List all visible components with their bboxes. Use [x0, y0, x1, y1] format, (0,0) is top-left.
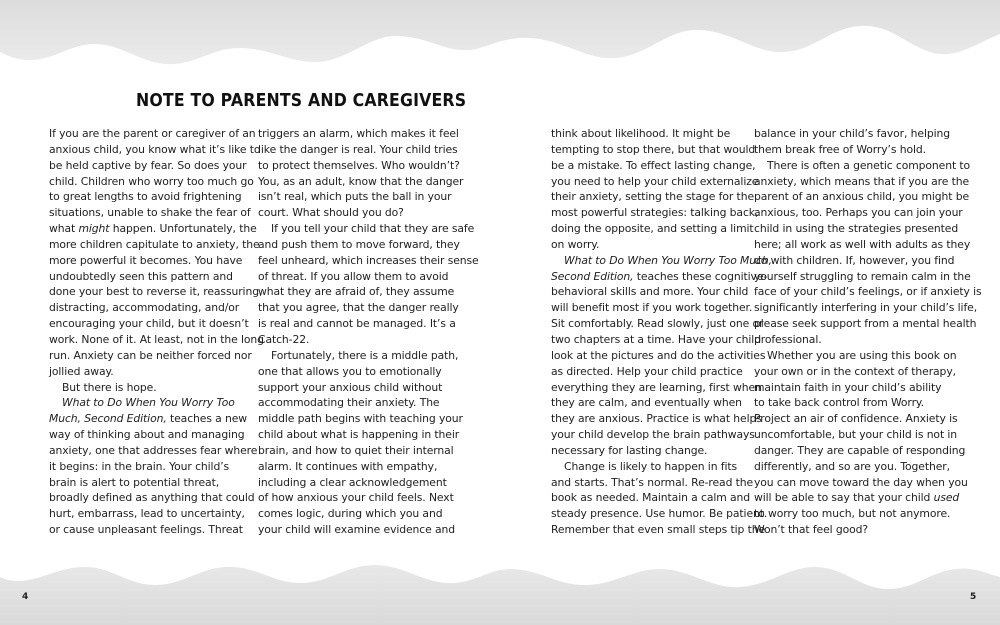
- text-line: [754, 284, 982, 300]
- text-line: [49, 221, 257, 237]
- text-line: [551, 506, 768, 522]
- italic-text: used: [933, 491, 960, 505]
- text-line: [258, 411, 463, 427]
- text-line: [551, 300, 751, 316]
- body-text: and push them to move forward, they: [258, 237, 460, 251]
- text-line: [754, 475, 968, 491]
- body-text: professional.: [754, 332, 822, 346]
- text-line: [49, 300, 249, 316]
- body-text: anxious, too. Perhaps you can join your: [754, 206, 963, 220]
- body-text: child about what is happening in their: [258, 428, 460, 442]
- text-line: [258, 189, 458, 205]
- text-line: [49, 237, 260, 253]
- text-line: [258, 522, 458, 538]
- text-line: [551, 174, 759, 190]
- body-text: it begins: in the brain. Your child’s: [49, 459, 230, 473]
- text-line: [551, 205, 759, 221]
- body-text: balance in your child’s favor, helping: [754, 127, 950, 140]
- text-line: [754, 205, 963, 221]
- text-line: [754, 427, 958, 443]
- text-line: [49, 506, 249, 522]
- body-text: you need to help your child externalize: [551, 174, 759, 188]
- body-text: teaches a new: [166, 412, 248, 426]
- body-text: everything they are learning, first when: [551, 380, 762, 394]
- body-text: triggers an alarm, which makes it feel: [258, 127, 459, 140]
- body-text: anxiety, which means that if you are the: [754, 174, 970, 188]
- body-text: anxiety, one that addresses fear where: [49, 443, 258, 457]
- text-line: [258, 348, 458, 364]
- text-line: [49, 126, 256, 142]
- text-line: [754, 348, 957, 364]
- body-text: face of your child’s feelings, or if anxiety is: [754, 285, 982, 299]
- body-text: of threat. If you allow them to avoid: [258, 269, 449, 283]
- body-text: brain, and how to quiet their internal: [258, 443, 454, 457]
- body-text: done your best to reverse it, reassuring,: [49, 285, 263, 299]
- italic-text: Much, Second Edition,: [49, 412, 167, 426]
- text-line: [258, 395, 458, 411]
- body-text: steady presence. Use humor. Be patient.: [551, 507, 768, 521]
- body-text: to great lengths to avoid frightening: [49, 190, 242, 204]
- text-line: [551, 189, 754, 205]
- body-text: that you agree, that the danger really: [258, 301, 459, 315]
- body-text: their anxiety, setting the stage for the: [551, 190, 754, 204]
- body-text: feel unheard, which increases their sense: [258, 253, 479, 267]
- body-text: what they are afraid of, they assume: [258, 285, 455, 299]
- body-text: You, as an adult, know that the danger: [258, 174, 464, 188]
- body-text: teaches these cognitive-: [633, 269, 768, 283]
- text-line: [551, 490, 751, 506]
- text-line: [258, 300, 458, 316]
- body-text: encouraging your child, but it doesn’t: [49, 317, 249, 331]
- body-text: and starts. That’s normal. Re-read the: [551, 475, 754, 489]
- body-text: Project an air of confidence. Anxiety is: [754, 412, 958, 426]
- text-line: [49, 348, 252, 364]
- text-line: [754, 269, 971, 285]
- body-text: undoubtedly seen this pattern and: [49, 269, 233, 283]
- body-text: jollied away.: [49, 364, 114, 378]
- text-line: [258, 174, 464, 190]
- body-text: Catch-22.: [258, 332, 310, 346]
- text-line: [49, 364, 249, 380]
- body-text: distracting, accommodating, and/or: [49, 301, 240, 315]
- body-text: what: [49, 222, 79, 236]
- body-text: yourself struggling to remain calm in the: [754, 269, 971, 283]
- body-text: most powerful strategies: talking back,: [551, 206, 759, 220]
- body-text: maintain faith in your child’s ability: [754, 380, 942, 394]
- text-line: [551, 475, 754, 491]
- italic-text: might: [78, 222, 110, 236]
- text-line: [754, 174, 970, 190]
- body-text: anxious child, you know what it’s like to: [49, 142, 261, 156]
- text-line: [258, 269, 458, 285]
- body-text: do with children. If, however, you find: [754, 253, 955, 267]
- text-line: [551, 269, 768, 285]
- body-text: or cause unpleasant feelings. Threat: [49, 523, 243, 537]
- body-text: situations, unable to shake the fear of: [49, 206, 251, 220]
- body-text: If you tell your child that they are safe: [271, 222, 475, 236]
- body-text: happen. Unfortunately, the: [109, 222, 257, 236]
- text-line: [754, 380, 954, 396]
- body-text: doing the opposite, and setting a limit: [551, 222, 754, 236]
- text-line: [49, 380, 249, 396]
- text-line: [258, 237, 458, 253]
- text-line: [258, 253, 479, 269]
- body-text: book as needed. Maintain a calm and: [551, 491, 751, 505]
- text-line: [49, 443, 258, 459]
- body-text: will be able to say that your child: [754, 491, 934, 505]
- body-text: you can move toward the day when you: [754, 475, 968, 489]
- body-text: more children capitulate to anxiety, the: [49, 237, 260, 251]
- text-line: [258, 158, 458, 174]
- text-line: [258, 332, 458, 348]
- text-line: [551, 221, 754, 237]
- body-text: two chapters at a time. Have your child: [551, 332, 761, 346]
- page-number-left: 4: [22, 592, 29, 602]
- text-line: [49, 459, 249, 475]
- italic-text: What to Do When You Worry Too: [62, 396, 235, 410]
- text-line: [49, 142, 261, 158]
- body-text: be a mistake. To effect lasting change,: [551, 158, 756, 172]
- text-line: [754, 142, 954, 158]
- body-text: run. Anxiety can be neither forced nor: [49, 348, 252, 362]
- body-text: necessary for lasting change.: [551, 443, 708, 457]
- text-line: [49, 522, 249, 538]
- body-text: work. None of it. At least, not in the long: [49, 332, 264, 346]
- body-text: to worry too much, but not anymore.: [754, 507, 951, 521]
- text-line: [754, 316, 977, 332]
- text-line: [49, 332, 264, 348]
- text-line: [551, 459, 751, 475]
- body-text: There is often a genetic component to: [767, 158, 971, 172]
- body-text: please seek support from a mental health: [754, 317, 977, 331]
- text-line: [258, 364, 458, 380]
- text-line: [754, 237, 971, 253]
- text-line: [258, 490, 458, 506]
- body-text: uncomfortable, but your child is not in: [754, 428, 958, 442]
- italic-text: What to Do When You Worry Too Much,: [564, 253, 772, 267]
- text-line: [551, 253, 772, 269]
- body-text: Whether you are using this book on: [767, 348, 957, 362]
- text-line: [754, 189, 970, 205]
- body-text: they are anxious. Practice is what helps: [551, 412, 762, 426]
- section-title: NOTE TO PARENTS AND CAREGIVERS: [136, 91, 467, 111]
- text-line: [754, 332, 954, 348]
- text-line: [49, 158, 249, 174]
- text-line: [551, 348, 766, 364]
- text-line: [551, 284, 751, 300]
- text-line: [754, 158, 971, 174]
- text-line: [49, 316, 249, 332]
- text-line: [754, 364, 954, 380]
- body-text: But there is hope.: [62, 380, 157, 394]
- body-text: like the danger is real. Your child tries: [258, 142, 458, 156]
- text-line: [551, 443, 751, 459]
- body-text: middle path begins with teaching your: [258, 412, 463, 426]
- body-text: accommodating their anxiety. The: [258, 396, 440, 410]
- text-column: [258, 126, 479, 538]
- text-line: [49, 205, 249, 221]
- body-text: way of thinking about and managing: [49, 428, 245, 442]
- text-line: [49, 395, 249, 411]
- body-text: danger. They are capable of responding: [754, 443, 966, 457]
- body-text: differently, and so are you. Together,: [754, 459, 950, 473]
- text-line: [551, 126, 751, 142]
- body-text: them break free of Worry’s hold.: [754, 142, 926, 156]
- text-column: [49, 126, 264, 538]
- text-line: [551, 411, 762, 427]
- body-text: support your anxious child without: [258, 380, 443, 394]
- text-line: [551, 380, 762, 396]
- text-line: [49, 475, 249, 491]
- text-line: [258, 316, 458, 332]
- body-text: Sit comfortably. Read slowly, just one or: [551, 317, 764, 331]
- text-line: [49, 284, 263, 300]
- body-text: behavioral skills and more. Your child: [551, 285, 749, 299]
- text-line: [258, 475, 458, 491]
- body-text: on worry.: [551, 237, 600, 251]
- text-line: [49, 427, 249, 443]
- body-text: your child will examine evidence and: [258, 523, 456, 537]
- text-line: [258, 284, 458, 300]
- text-line: [49, 174, 254, 190]
- text-line: [754, 221, 959, 237]
- body-text: hurt, embarrass, lead to uncertainty,: [49, 507, 245, 521]
- text-line: [258, 427, 458, 443]
- body-text: Won’t that feel good?: [754, 523, 869, 537]
- text-line: [551, 364, 751, 380]
- text-line: [258, 221, 475, 237]
- text-line: [258, 142, 458, 158]
- text-line: [754, 459, 954, 475]
- body-text: be held captive by fear. So does your: [49, 158, 247, 172]
- text-line: [754, 506, 954, 522]
- text-line: [551, 332, 761, 348]
- body-text: here; all work as well with adults as they: [754, 237, 971, 251]
- body-text: think about likelihood. It might be: [551, 127, 731, 140]
- text-line: [551, 316, 764, 332]
- body-text: isn’t real, which puts the ball in your: [258, 190, 452, 204]
- body-text: will benefit most if you work together.: [551, 301, 753, 315]
- body-text: as directed. Help your child practice: [551, 364, 743, 378]
- body-text: parent of an anxious child, you might be: [754, 190, 970, 204]
- body-text: court. What should you do?: [258, 206, 404, 220]
- body-text: one that allows you to emotionally: [258, 364, 442, 378]
- body-text: including a clear acknowledgement: [258, 475, 447, 489]
- body-text: is real and cannot be managed. It’s a: [258, 317, 456, 331]
- body-text: child. Children who worry too much go: [49, 174, 254, 188]
- body-text: they are calm, and eventually when: [551, 396, 742, 410]
- text-line: [754, 490, 960, 506]
- text-line: [754, 126, 954, 142]
- text-line: [551, 142, 756, 158]
- text-line: [551, 395, 751, 411]
- text-line: [258, 126, 458, 142]
- body-text: your child develop the brain pathways: [551, 428, 755, 442]
- body-text: comes logic, during which you and: [258, 507, 443, 521]
- text-line: [49, 253, 249, 269]
- text-line: [49, 411, 249, 427]
- text-line: [754, 395, 954, 411]
- text-line: [49, 490, 255, 506]
- body-text: significantly interfering in your child’s life,: [754, 301, 978, 315]
- body-text: child in using the strategies presented: [754, 222, 959, 236]
- body-text: If you are the parent or caregiver of an: [49, 127, 256, 140]
- text-line: [754, 300, 978, 316]
- body-text: to protect themselves. Who wouldn’t?: [258, 158, 460, 172]
- text-column: [551, 126, 772, 538]
- right-page: [500, 0, 1000, 625]
- text-line: [551, 522, 766, 538]
- body-text: to take back control from Worry.: [754, 396, 924, 410]
- text-line: [258, 380, 458, 396]
- italic-text: Second Edition,: [551, 269, 634, 283]
- body-text: of how anxious your child feels. Next: [258, 491, 454, 505]
- body-text: brain is alert to potential threat,: [49, 475, 220, 489]
- text-line: [258, 459, 458, 475]
- text-line: [754, 253, 954, 269]
- body-text: more powerful it becomes. You have: [49, 253, 243, 267]
- text-line: [49, 189, 249, 205]
- text-line: [551, 158, 756, 174]
- body-text: Fortunately, there is a middle path,: [271, 348, 459, 362]
- text-column: [754, 126, 982, 538]
- body-text: tempting to stop there, but that would: [551, 142, 756, 156]
- text-line: [551, 427, 755, 443]
- page-number-right: 5: [970, 592, 977, 602]
- body-text: Change is likely to happen in fits: [564, 459, 738, 473]
- text-line: [551, 237, 751, 253]
- text-line: [258, 443, 458, 459]
- text-line: [754, 443, 966, 459]
- body-text: your own or in the context of therapy,: [754, 364, 956, 378]
- text-line: [258, 506, 458, 522]
- text-line: [258, 205, 458, 221]
- text-line: [754, 522, 954, 538]
- body-text: Remember that even small steps tip the: [551, 523, 766, 537]
- body-text: look at the pictures and do the activities: [551, 348, 766, 362]
- text-line: [754, 411, 958, 427]
- body-text: alarm. It continues with empathy,: [258, 459, 438, 473]
- text-line: [49, 269, 249, 285]
- body-text: broadly defined as anything that could: [49, 491, 255, 505]
